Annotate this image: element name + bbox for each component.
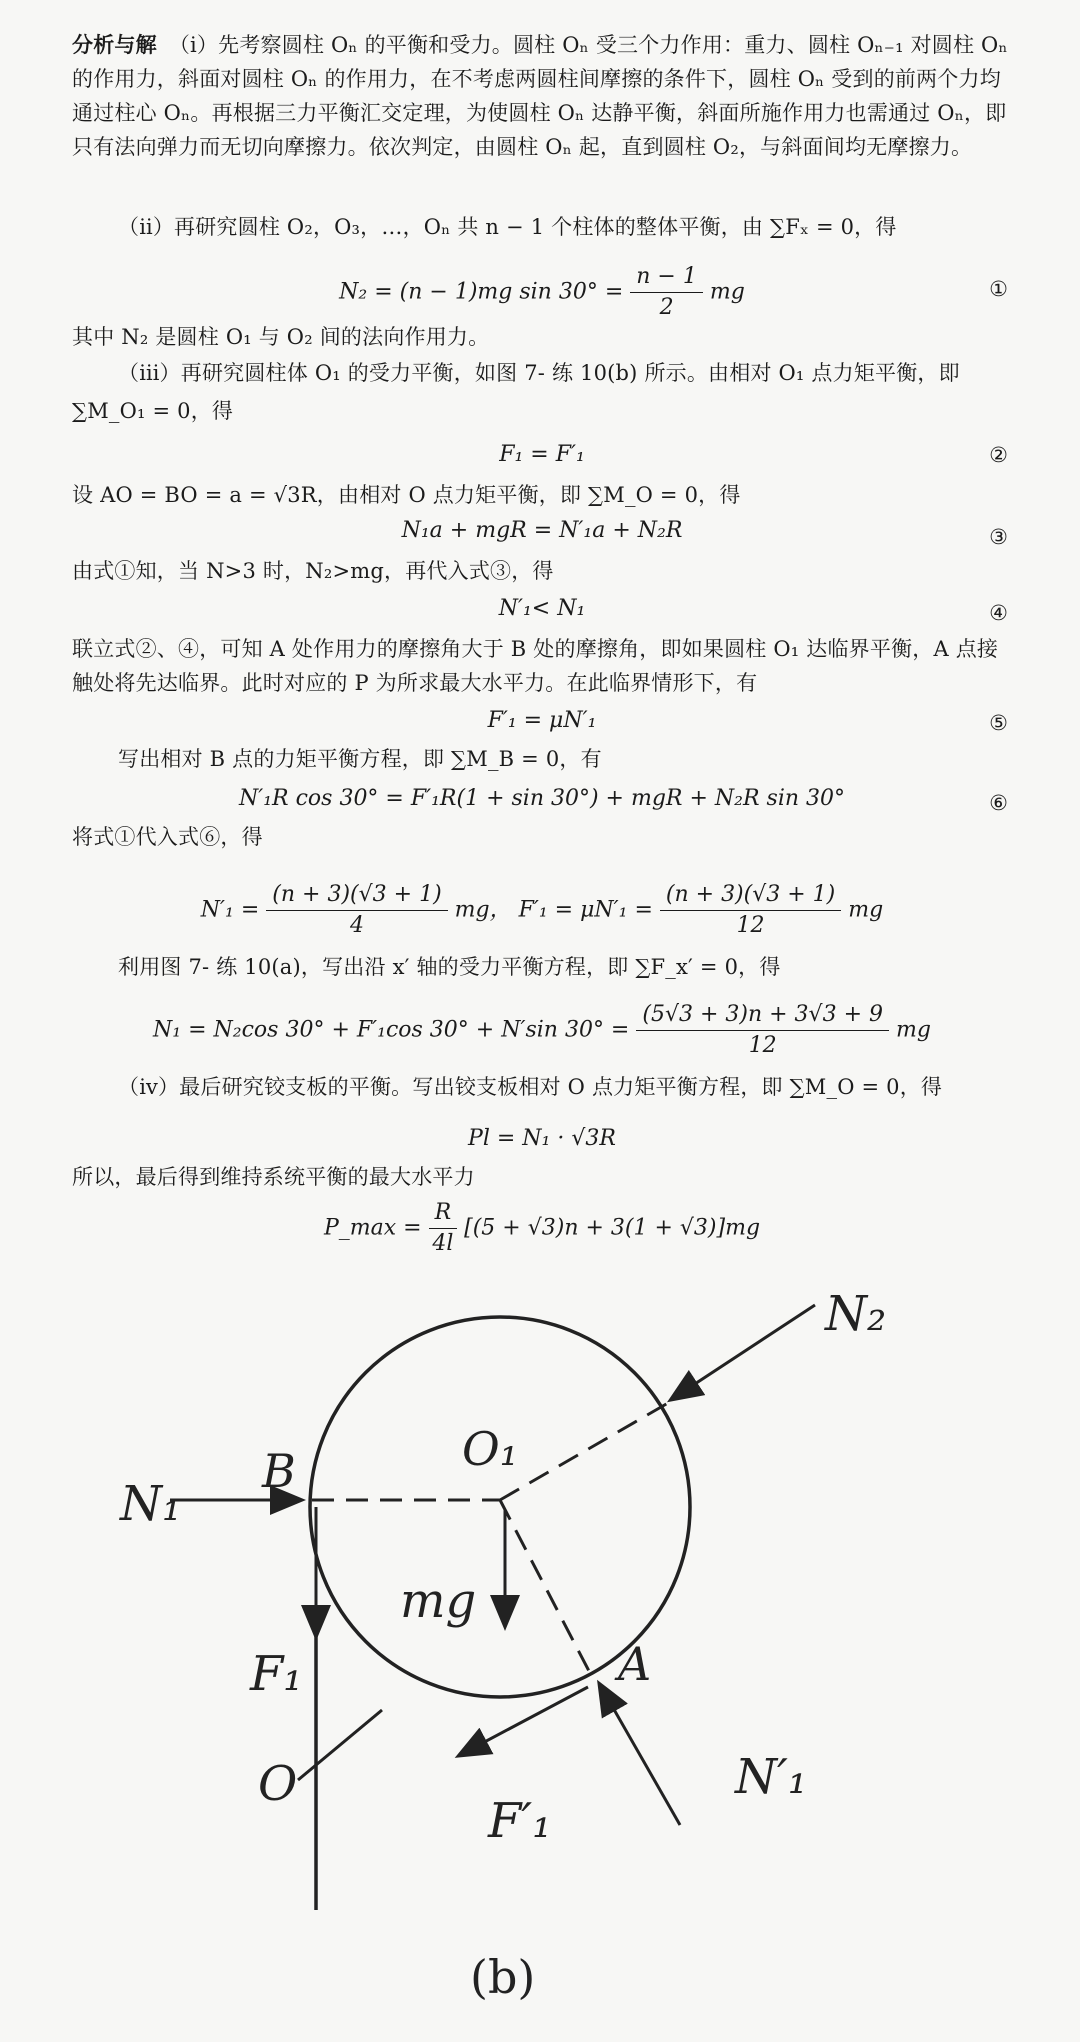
plate-hinge-mark bbox=[298, 1710, 382, 1780]
equation-number-3: ③ bbox=[989, 525, 1008, 549]
equation-6: N′₁R cos 30° = F′₁R(1 + sin 30°) + mgR + N₂R sin 30° bbox=[238, 786, 846, 811]
eq7-fraction-2 bbox=[660, 880, 841, 941]
equation-7 bbox=[72, 880, 1012, 941]
eq8-num: (5√3 + 3)n + 3√3 + 9 bbox=[636, 1000, 889, 1031]
radius-o1-n2 bbox=[500, 1403, 668, 1500]
paragraph-n-greater-3: 由式①知，当 N>3 时，N₂>mg，再代入式③，得 bbox=[72, 559, 554, 583]
paragraph-step-3b: ∑M_O₁ = 0，得 bbox=[72, 399, 234, 423]
equation-8 bbox=[72, 1000, 1012, 1061]
analysis-heading: 分析与解 bbox=[72, 33, 157, 57]
equation-4: N′₁< N₁ bbox=[498, 596, 586, 621]
equation-1 bbox=[72, 262, 1012, 323]
eq8-tail: mg bbox=[896, 1017, 931, 1043]
paragraph-step-3: （ⅲ）再研究圆柱体 O₁ 的受力平衡，如图 7- 练 10(b) 所示。由相对 O₁ 点力矩平衡，即 bbox=[118, 361, 960, 385]
paragraph-analysis bbox=[72, 28, 1012, 164]
analysis-text: （ⅰ）先考察圆柱 Oₙ 的平衡和受力。圆柱 Oₙ 受三个力作用：重力、圆柱 Oₙ₋₁ 对圆柱 Oₙ 的作用力，斜面对圆柱 Oₙ 的作用力，在不考虑两圆柱间摩擦的条件下，圆柱 Oₙ 受到的前两个力均通过柱心 Oₙ。再根据三力平衡汇交定理，为使圆柱 Oₙ 达静平衡，斜面所施作用力也需通过 Oₙ，即只有法向弹力而无切向摩擦力。依次判定，由圆柱 Oₙ 起，直到圆柱 O₂，与斜面间均无摩擦力。 bbox=[72, 33, 1008, 159]
paragraph-x-axis: 利用图 7- 练 10(a)，写出沿 x′ 轴的受力平衡方程，即 ∑F_x′ = 0，得 bbox=[118, 955, 781, 979]
figure-caption: (b) bbox=[470, 1950, 536, 2004]
label-b: B bbox=[262, 1444, 296, 1498]
paragraph-step-4: （ⅳ）最后研究铰支板的平衡。写出铰支板相对 O 点力矩平衡方程，即 ∑M_O = 0，得 bbox=[118, 1075, 943, 1099]
label-f1: F₁ bbox=[250, 1646, 303, 1702]
label-o: O bbox=[258, 1756, 298, 1812]
label-n2: N₂ bbox=[825, 1286, 887, 1342]
eq1-den: 2 bbox=[659, 295, 674, 320]
eq1-num: n − 1 bbox=[630, 262, 703, 293]
equation-number-6: ⑥ bbox=[989, 791, 1008, 815]
equation-2: F₁ = F′₁ bbox=[499, 442, 585, 467]
paragraph-moment-b: 写出相对 B 点的力矩平衡方程，即 ∑M_B = 0，有 bbox=[118, 747, 602, 771]
label-o1: O₁ bbox=[462, 1422, 519, 1476]
eq1-left: N₂ = (n − 1)mg sin 30° = bbox=[339, 279, 624, 305]
equation-number-5: ⑤ bbox=[989, 711, 1008, 735]
eq7-tail: mg bbox=[848, 897, 884, 923]
label-mg: mg bbox=[400, 1573, 477, 1629]
eq7-num-2: (n + 3)(√3 + 1) bbox=[660, 880, 841, 911]
eq10-den: 4l bbox=[432, 1231, 454, 1256]
equation-9: Pl = N₁ · √3R bbox=[468, 1126, 616, 1151]
label-n1-prime: N′₁ bbox=[735, 1749, 808, 1805]
eq7-num-1: (n + 3)(√3 + 1) bbox=[266, 880, 447, 911]
paragraph-substitute: 将式①代入式⑥，得 bbox=[72, 825, 263, 849]
eq10-num: R bbox=[429, 1198, 458, 1229]
eq7-middle: mg， F′₁ = μN′₁ = bbox=[454, 897, 653, 923]
equation-5: F′₁ = μN′₁ bbox=[487, 708, 597, 733]
paragraph-conclusion: 所以，最后得到维持系统平衡的最大水平力 bbox=[72, 1165, 475, 1189]
label-a: A bbox=[618, 1637, 652, 1691]
eq7-left: N′₁ = bbox=[200, 897, 260, 923]
eq8-left: N₁ = N₂cos 30° + F′₁cos 30° + N′sin 30° = bbox=[153, 1017, 630, 1043]
n1-prime-arrow bbox=[600, 1685, 680, 1825]
eq7-fraction-1 bbox=[266, 880, 447, 941]
eq10-tail: [(5 + √3)n + 3(1 + √3)]mg bbox=[464, 1215, 761, 1241]
equation-number-2: ② bbox=[989, 443, 1008, 467]
eq1-tail: mg bbox=[709, 279, 745, 305]
paragraph-ao-bo: 设 AO = BO = a = √3R，由相对 O 点力矩平衡，即 ∑M_O = 0，得 bbox=[72, 483, 741, 507]
label-n1: N₁ bbox=[120, 1476, 182, 1532]
eq10-left: P_max = bbox=[323, 1215, 422, 1241]
paragraph-critical: 联立式②、④，可知 A 处作用力的摩擦角大于 B 处的摩擦角，即如果圆柱 O₁ 达临界平衡，A 点接触处将先达临界。此时对应的 P 为所求最大水平力。在此临界情形下，有 bbox=[72, 637, 999, 695]
force-diagram bbox=[0, 1255, 1080, 2042]
eq1-fraction bbox=[630, 262, 703, 323]
eq7-den-1: 4 bbox=[349, 913, 364, 938]
n2-arrow bbox=[672, 1305, 815, 1399]
paragraph-step-2: （ⅱ）再研究圆柱 O₂，O₃，…，Oₙ 共 n − 1 个柱体的整体平衡，由 ∑Fₓ = 0，得 bbox=[118, 215, 897, 239]
equation-3: N₁a + mgR = N′₁a + N₂R bbox=[401, 518, 683, 543]
label-f1-prime: F′₁ bbox=[488, 1793, 552, 1849]
equation-number-1: ① bbox=[989, 277, 1008, 301]
paragraph-n2-note: 其中 N₂ 是圆柱 O₁ 与 O₂ 间的法向作用力。 bbox=[72, 325, 490, 349]
eq7-den-2: 12 bbox=[736, 913, 765, 938]
radius-o1-a bbox=[500, 1500, 590, 1673]
eq10-fraction bbox=[429, 1198, 458, 1259]
equation-10 bbox=[72, 1198, 1012, 1259]
eq8-den: 12 bbox=[748, 1033, 777, 1058]
eq8-fraction bbox=[636, 1000, 889, 1061]
equation-number-4: ④ bbox=[989, 601, 1008, 625]
